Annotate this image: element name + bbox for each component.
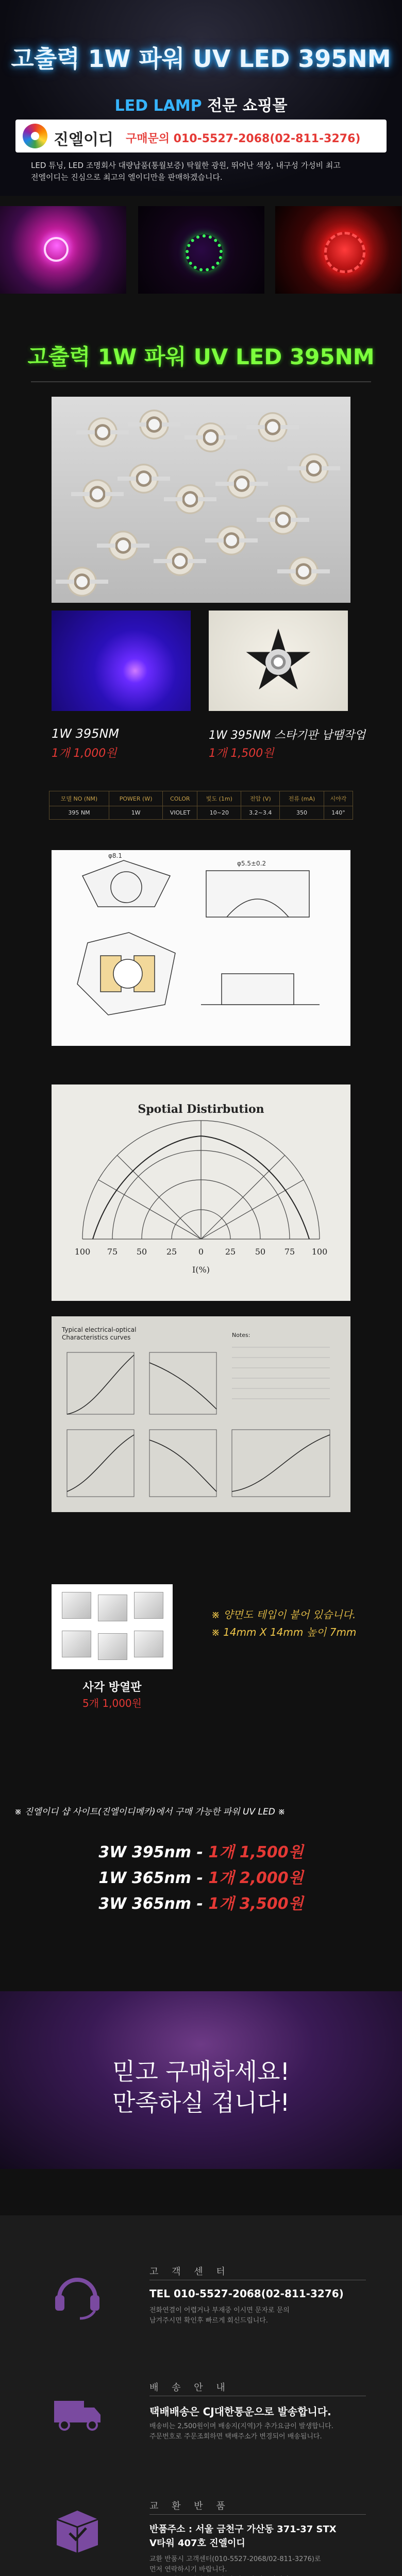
heatsink-name: 사각 방열판 (82, 1681, 142, 1694)
spec-table (49, 791, 353, 820)
table-header-row (49, 791, 353, 806)
price-item-price: 1개 2,000원 (208, 1869, 304, 1887)
lamp-glow (44, 237, 69, 262)
tick-label: 0 (198, 1247, 204, 1257)
cs-heading: 고 객 센 터 (149, 2266, 230, 2277)
table-cell: VIOLET (163, 806, 197, 820)
led-chip (67, 567, 97, 597)
heatsink-photo (52, 1584, 173, 1669)
brand-bar (15, 120, 387, 152)
return-note-line: 교환 반품시 고객센터(010-5527-2068/02-811-3276)로 (149, 2555, 321, 2563)
return-note-line: 먼저 연락하시기 바랍니다. (149, 2566, 227, 2573)
heatsink-block (62, 1592, 91, 1619)
price-item-name: 1W 365nm - (98, 1869, 209, 1887)
tick-label: 100 (311, 1247, 328, 1257)
dimension-drawing-svg (52, 850, 350, 1046)
led-chip (265, 649, 291, 675)
curves-subtitle: Characteristics curves (62, 1334, 131, 1341)
led-chip (175, 484, 205, 514)
headset-icon (49, 2267, 106, 2324)
price-item-price: 1개 1,500원 (208, 1843, 304, 1861)
table-cell: 140° (324, 806, 353, 820)
led-chip (165, 546, 195, 576)
price-item-name: 3W 395nm - (98, 1843, 209, 1861)
dimension-label: φ8.1 (108, 852, 122, 859)
led-chip (139, 410, 169, 439)
price-item-price: 1개 3,500원 (208, 1895, 304, 1913)
table-header-cell: COLOR (163, 791, 197, 806)
led-ring (186, 234, 223, 272)
product-name: 1W 395NM (52, 726, 120, 741)
dimension-label: φ5.5±0.2 (237, 860, 266, 867)
led-chip (82, 479, 112, 509)
description-line: 전엘이디는 진심으로 최고의 엘이디만을 판매하겠습니다. (31, 173, 223, 182)
table-header-cell: 시야각 (324, 791, 353, 806)
header-description (31, 160, 387, 183)
led-product-photo (52, 397, 350, 603)
table-header-cell: 빛도 (1m) (197, 791, 241, 806)
chart-title: Spotial Distirbution (138, 1103, 264, 1116)
price-list-item (0, 1865, 402, 1888)
heatsink-price: 5개 1,000원 (82, 1697, 142, 1709)
price-list-header: ※ 진엘이디 샵 사이트(진엘이디메카)에서 구매 가능한 파워 UV LED ※ (14, 1807, 286, 1817)
table-header-cell: 전압 (V) (241, 791, 280, 806)
tick-label: 25 (225, 1247, 236, 1257)
banner-line: 만족하실 겁니다! (112, 2089, 290, 2116)
table-row (49, 806, 353, 820)
uv-led-glow-photo (52, 611, 191, 711)
header-subtitle (0, 93, 402, 115)
led-chip (299, 453, 329, 483)
characteristics-curves-svg (52, 1316, 350, 1512)
table-header-cell: 모델 NO (NM) (49, 791, 109, 806)
dimension-drawing (52, 850, 350, 1046)
divider (149, 2514, 366, 2515)
price-list-item (0, 1839, 402, 1862)
table-cell: 395 NM (49, 806, 109, 820)
led-chip (227, 469, 257, 499)
brand-name: 진엘이디 (54, 131, 113, 149)
table-cell: 350 (280, 806, 324, 820)
led-chip (129, 464, 159, 494)
product-price: 1개 1,000원 (52, 747, 117, 760)
tick-label: 25 (166, 1247, 177, 1257)
package-icon (49, 2501, 106, 2558)
section-title: 고출력 1W 파워 UV LED 395NM (27, 344, 375, 369)
cs-phone: TEL 010-5527-2068(02-811-3276) (149, 2287, 344, 2300)
led-chip (108, 531, 138, 561)
ship-main: 택배배송은 CJ대한통운으로 발송합니다. (149, 2405, 331, 2418)
tick-label: 75 (284, 1247, 295, 1257)
price-list-item (0, 1891, 402, 1913)
return-note (149, 2554, 366, 2576)
return-heading: 교 환 반 품 (149, 2501, 230, 2512)
ship-note-line: 배송비는 2,500원이며 배송지(지역)가 추가요금이 발생합니다. (149, 2422, 333, 2430)
table-cell: 1W (109, 806, 162, 820)
table-cell: 10~20 (197, 806, 241, 820)
return-address: V타워 407호 진엘이디 (149, 2538, 245, 2549)
brand-tel: 구매문의 010-5527-2068(02-811-3276) (126, 132, 361, 145)
characteristics-curves (52, 1316, 350, 1512)
description-line: LED 튜닝, LED 조명회사 대량납품(통월보증) 탁월한 광원, 뛰어난 색상, 내구성 가성비 최고 (31, 161, 341, 170)
tick-label: 100 (74, 1247, 91, 1257)
table-cell: 3.2~3.4 (241, 806, 280, 820)
subtitle-lamp: LED LAMP (114, 97, 202, 115)
divider (31, 381, 371, 382)
page-title: 고출력 1W 파워 UV LED 395NM (11, 45, 391, 73)
led-chip (289, 556, 319, 586)
star-board-photo (209, 611, 348, 711)
heatsink-block (98, 1595, 127, 1621)
heatsink-note: ※ 14mm X 14mm 높이 7mm (211, 1626, 357, 1638)
cs-note-line: 전화연결이 어렵거나 부재중 이시면 문자로 문의 (149, 2307, 290, 2314)
axis-label: I(%) (192, 1265, 210, 1275)
spatial-distribution-svg (52, 1084, 350, 1301)
curves-title: Typical electrical-optical (62, 1326, 137, 1333)
heatsink-block (98, 1633, 127, 1660)
uv-lamp-photo (0, 206, 126, 294)
tick-label: 50 (255, 1247, 266, 1257)
table-header-cell: POWER (W) (109, 791, 162, 806)
green-led-photo (138, 206, 264, 294)
notes-label: Notes: (232, 1332, 250, 1338)
truck-icon (49, 2383, 106, 2439)
return-address: 반품주소 : 서울 금천구 가산동 371-37 STX (149, 2524, 337, 2535)
cs-note-line: 남겨주시면 확인후 빠르게 회신드립니다. (149, 2317, 269, 2325)
subtitle-shop: 전문 쇼핑몰 (207, 97, 288, 115)
cs-note (149, 2306, 366, 2326)
heatsink-block (134, 1631, 163, 1657)
brand-logo-icon (23, 124, 47, 148)
ship-note (149, 2421, 366, 2442)
product-name: 1W 395NM 스타기판 납땜작업 (209, 729, 366, 742)
heatsink-note: ※ 양면도 테입이 붙어 있습니다. (211, 1608, 356, 1621)
led-chip (258, 412, 288, 442)
ship-note-line: 주문번호로 주문조회하면 택배주소가 변경되어 배송됩니다. (149, 2433, 322, 2441)
heatsink-block (62, 1631, 91, 1657)
banner-line: 믿고 구매하세요! (112, 2058, 290, 2086)
led-ring (324, 232, 365, 273)
led-chip (268, 505, 298, 535)
led-chip (196, 422, 226, 452)
led-chip (216, 526, 246, 555)
product-price: 1개 1,500원 (209, 747, 274, 760)
tick-label: 50 (136, 1247, 147, 1257)
table-header-cell: 전류 (mA) (280, 791, 324, 806)
tick-label: 75 (107, 1247, 118, 1257)
spatial-distribution-chart (52, 1084, 350, 1301)
heatsink-block (134, 1592, 163, 1619)
red-led-photo (275, 206, 401, 294)
led-chip (88, 417, 118, 447)
price-item-name: 3W 365nm - (98, 1895, 209, 1913)
ship-heading: 배 송 안 내 (149, 2382, 230, 2393)
